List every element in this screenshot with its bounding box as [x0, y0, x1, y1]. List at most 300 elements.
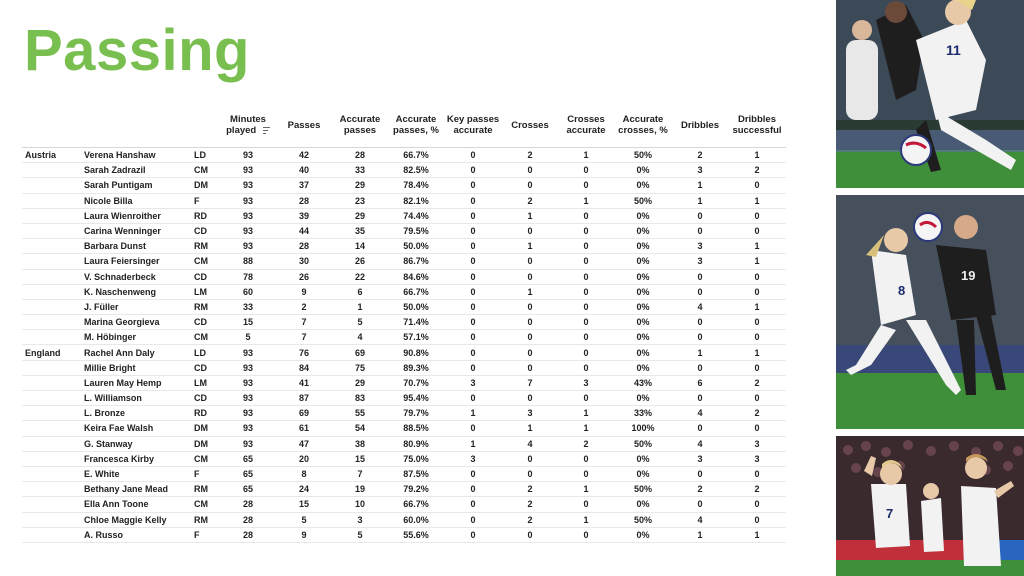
team-cell: [22, 497, 76, 512]
key-passes-accurate-cell: 0: [444, 421, 502, 436]
key-passes-accurate-cell: 0: [444, 239, 502, 254]
table-row: [22, 527, 786, 542]
crosses-accurate-cell: 1: [558, 148, 614, 163]
accurate-passes-cell: 28: [332, 148, 388, 163]
team-cell: [22, 360, 76, 375]
accurate-crosses-pct-cell: 0%: [614, 315, 672, 330]
accurate-passes-pct-cell: 50.0%: [388, 239, 444, 254]
dribbles-cell: 0: [672, 284, 728, 299]
accurate-passes-pct-cell: 57.1%: [388, 330, 444, 345]
team-cell: England: [22, 345, 76, 360]
team-cell: [22, 482, 76, 497]
crosses-cell: 0: [502, 360, 558, 375]
minutes-played-cell: 78: [220, 269, 276, 284]
sort-icon[interactable]: [263, 127, 270, 134]
crosses-cell: 0: [502, 254, 558, 269]
accurate-passes-cell: 7: [332, 466, 388, 481]
player-name-cell: Sarah Zadrazil: [76, 163, 188, 178]
dribbles-cell: 3: [672, 254, 728, 269]
crosses-cell: 1: [502, 208, 558, 223]
table-row: [22, 436, 786, 451]
crosses-accurate-cell: 0: [558, 360, 614, 375]
accurate-passes-cell: 5: [332, 315, 388, 330]
minutes-played-cell: 33: [220, 299, 276, 314]
team-cell: [22, 406, 76, 421]
team-cell: [22, 223, 76, 238]
passes-cell: 44: [276, 223, 332, 238]
accurate-crosses-pct-cell: 0%: [614, 466, 672, 481]
team-cell: [22, 163, 76, 178]
player-name-cell: Rachel Ann Daly: [76, 345, 188, 360]
match-photo-2: [836, 195, 1024, 429]
accurate-crosses-pct-cell: 0%: [614, 239, 672, 254]
accurate-passes-cell: 69: [332, 345, 388, 360]
passes-cell: 40: [276, 163, 332, 178]
crosses-cell: 0: [502, 330, 558, 345]
crosses-accurate-cell: 1: [558, 406, 614, 421]
position-cell: RM: [188, 239, 220, 254]
position-cell: CD: [188, 223, 220, 238]
table-row: [22, 269, 786, 284]
crosses-accurate-cell: 0: [558, 239, 614, 254]
dribbles-cell: 3: [672, 163, 728, 178]
position-cell: CD: [188, 391, 220, 406]
accurate-passes-pct-cell: 50.0%: [388, 299, 444, 314]
position-cell: CD: [188, 269, 220, 284]
key-passes-accurate-cell: 3: [444, 451, 502, 466]
accurate-passes-cell: 4: [332, 330, 388, 345]
accurate-crosses-pct-cell: 33%: [614, 406, 672, 421]
header-passes[interactable]: Passes: [276, 105, 332, 148]
position-cell: CM: [188, 163, 220, 178]
dribbles-cell: 3: [672, 239, 728, 254]
accurate-passes-pct-cell: 80.9%: [388, 436, 444, 451]
accurate-passes-cell: 75: [332, 360, 388, 375]
minutes-played-cell: 93: [220, 360, 276, 375]
player-name-cell: J. Füller: [76, 299, 188, 314]
header-dribbles[interactable]: Dribbles: [672, 105, 728, 148]
table-row: [22, 391, 786, 406]
crosses-accurate-cell: 0: [558, 254, 614, 269]
jersey-number: 8: [898, 283, 906, 298]
passes-cell: 24: [276, 482, 332, 497]
crosses-cell: 2: [502, 482, 558, 497]
key-passes-accurate-cell: 0: [444, 299, 502, 314]
position-cell: DM: [188, 436, 220, 451]
crosses-cell: 1: [502, 239, 558, 254]
photo-column: [836, 0, 1024, 576]
minutes-played-cell: 28: [220, 497, 276, 512]
crosses-cell: 0: [502, 345, 558, 360]
accurate-crosses-pct-cell: 50%: [614, 436, 672, 451]
accurate-passes-cell: 35: [332, 223, 388, 238]
crosses-cell: 0: [502, 391, 558, 406]
player-name-cell: Keira Fae Walsh: [76, 421, 188, 436]
key-passes-accurate-cell: 3: [444, 375, 502, 390]
dribbles-successful-cell: 1: [728, 193, 786, 208]
crosses-accurate-cell: 0: [558, 299, 614, 314]
crosses-cell: 0: [502, 299, 558, 314]
crosses-accurate-cell: 1: [558, 482, 614, 497]
key-passes-accurate-cell: 1: [444, 436, 502, 451]
minutes-played-cell: 60: [220, 284, 276, 299]
dribbles-successful-cell: 1: [728, 239, 786, 254]
accurate-passes-cell: 29: [332, 178, 388, 193]
passes-cell: 28: [276, 193, 332, 208]
dribbles-successful-cell: 0: [728, 178, 786, 193]
key-passes-accurate-cell: 0: [444, 223, 502, 238]
accurate-passes-pct-cell: 55.6%: [388, 527, 444, 542]
table-row: [22, 406, 786, 421]
player-name-cell: Chloe Maggie Kelly: [76, 512, 188, 527]
crosses-cell: 1: [502, 421, 558, 436]
key-passes-accurate-cell: 0: [444, 178, 502, 193]
player-name-cell: Ella Ann Toone: [76, 497, 188, 512]
accurate-passes-cell: 54: [332, 421, 388, 436]
key-passes-accurate-cell: 0: [444, 391, 502, 406]
header-label: Minutes played: [226, 114, 266, 136]
accurate-passes-pct-cell: 79.5%: [388, 223, 444, 238]
player-name-cell: V. Schnaderbeck: [76, 269, 188, 284]
accurate-crosses-pct-cell: 0%: [614, 254, 672, 269]
dribbles-cell: 1: [672, 527, 728, 542]
player-name-cell: Barbara Dunst: [76, 239, 188, 254]
team-cell: [22, 254, 76, 269]
accurate-crosses-pct-cell: 50%: [614, 148, 672, 163]
dribbles-successful-cell: 3: [728, 451, 786, 466]
crosses-cell: 0: [502, 315, 558, 330]
accurate-passes-cell: 22: [332, 269, 388, 284]
accurate-crosses-pct-cell: 0%: [614, 527, 672, 542]
passes-cell: 69: [276, 406, 332, 421]
dribbles-cell: 0: [672, 421, 728, 436]
table-row: [22, 239, 786, 254]
dribbles-successful-cell: 0: [728, 512, 786, 527]
minutes-played-cell: 93: [220, 148, 276, 163]
table-row: [22, 299, 786, 314]
table-row: [22, 482, 786, 497]
minutes-played-cell: 65: [220, 451, 276, 466]
team-cell: [22, 436, 76, 451]
accurate-passes-pct-cell: 70.7%: [388, 375, 444, 390]
accurate-passes-cell: 1: [332, 299, 388, 314]
position-cell: LM: [188, 284, 220, 299]
crosses-cell: 0: [502, 223, 558, 238]
passes-cell: 7: [276, 330, 332, 345]
position-cell: CM: [188, 497, 220, 512]
dribbles-cell: 1: [672, 193, 728, 208]
key-passes-accurate-cell: 0: [444, 466, 502, 481]
dribbles-successful-cell: 0: [728, 269, 786, 284]
position-cell: RM: [188, 299, 220, 314]
accurate-crosses-pct-cell: 0%: [614, 284, 672, 299]
key-passes-accurate-cell: 0: [444, 148, 502, 163]
table-row: [22, 360, 786, 375]
crosses-accurate-cell: 0: [558, 466, 614, 481]
crosses-accurate-cell: 0: [558, 269, 614, 284]
dribbles-successful-cell: 0: [728, 360, 786, 375]
passes-cell: 84: [276, 360, 332, 375]
key-passes-accurate-cell: 0: [444, 345, 502, 360]
dribbles-successful-cell: 0: [728, 208, 786, 223]
minutes-played-cell: 93: [220, 391, 276, 406]
dribbles-cell: 0: [672, 330, 728, 345]
table-row: [22, 421, 786, 436]
accurate-crosses-pct-cell: 0%: [614, 223, 672, 238]
team-cell: [22, 527, 76, 542]
table-row: [22, 148, 786, 163]
accurate-passes-cell: 29: [332, 208, 388, 223]
minutes-played-cell: 5: [220, 330, 276, 345]
position-cell: LD: [188, 148, 220, 163]
minutes-played-cell: 93: [220, 436, 276, 451]
table-row: [22, 466, 786, 481]
table-row: [22, 178, 786, 193]
key-passes-accurate-cell: 0: [444, 315, 502, 330]
player-name-cell: Sarah Puntigam: [76, 178, 188, 193]
header-minutes-played[interactable]: [220, 105, 276, 148]
minutes-played-cell: 93: [220, 163, 276, 178]
passes-cell: 39: [276, 208, 332, 223]
position-cell: LM: [188, 375, 220, 390]
team-cell: [22, 330, 76, 345]
table-row: [22, 208, 786, 223]
minutes-played-cell: 28: [220, 512, 276, 527]
jersey-number: 7: [886, 506, 894, 521]
player-name-cell: Lauren May Hemp: [76, 375, 188, 390]
dribbles-successful-cell: 0: [728, 223, 786, 238]
passes-cell: 87: [276, 391, 332, 406]
accurate-crosses-pct-cell: 50%: [614, 193, 672, 208]
key-passes-accurate-cell: 0: [444, 208, 502, 223]
position-cell: CD: [188, 360, 220, 375]
dribbles-cell: 0: [672, 360, 728, 375]
player-name-cell: Laura Feiersinger: [76, 254, 188, 269]
dribbles-successful-cell: 0: [728, 330, 786, 345]
accurate-crosses-pct-cell: 50%: [614, 512, 672, 527]
accurate-crosses-pct-cell: 50%: [614, 482, 672, 497]
accurate-passes-cell: 33: [332, 163, 388, 178]
player-name-cell: Marina Georgieva: [76, 315, 188, 330]
jersey-number: 19: [961, 268, 976, 283]
accurate-passes-cell: 6: [332, 284, 388, 299]
crosses-accurate-cell: 1: [558, 193, 614, 208]
header-key-passes-accurate[interactable]: Key passes accurate: [444, 105, 502, 148]
crosses-cell: 3: [502, 406, 558, 421]
passes-cell: 15: [276, 497, 332, 512]
dribbles-successful-cell: 1: [728, 345, 786, 360]
key-passes-accurate-cell: 0: [444, 527, 502, 542]
dribbles-cell: 4: [672, 406, 728, 421]
minutes-played-cell: 93: [220, 375, 276, 390]
accurate-passes-cell: 38: [332, 436, 388, 451]
table-row: [22, 254, 786, 269]
passes-cell: 20: [276, 451, 332, 466]
minutes-played-cell: 65: [220, 482, 276, 497]
accurate-crosses-pct-cell: 0%: [614, 330, 672, 345]
accurate-crosses-pct-cell: 0%: [614, 299, 672, 314]
dribbles-successful-cell: 2: [728, 163, 786, 178]
key-passes-accurate-cell: 0: [444, 269, 502, 284]
key-passes-accurate-cell: 0: [444, 512, 502, 527]
dribbles-cell: 0: [672, 223, 728, 238]
dribbles-cell: 4: [672, 299, 728, 314]
accurate-passes-pct-cell: 90.8%: [388, 345, 444, 360]
dribbles-successful-cell: 1: [728, 299, 786, 314]
passes-cell: 9: [276, 284, 332, 299]
football-photo-icon: [836, 0, 1024, 188]
match-photo-1: [836, 0, 1024, 188]
minutes-played-cell: 93: [220, 406, 276, 421]
table-row: [22, 163, 786, 178]
player-name-cell: L. Williamson: [76, 391, 188, 406]
crosses-accurate-cell: 0: [558, 345, 614, 360]
header-accurate-passes[interactable]: Accurate passes: [332, 105, 388, 148]
team-cell: [22, 299, 76, 314]
accurate-passes-cell: 10: [332, 497, 388, 512]
header-dribbles-successful[interactable]: Dribbles successful: [728, 105, 786, 148]
team-cell: [22, 375, 76, 390]
crosses-cell: 2: [502, 193, 558, 208]
team-cell: [22, 239, 76, 254]
key-passes-accurate-cell: 0: [444, 360, 502, 375]
minutes-played-cell: 93: [220, 421, 276, 436]
passes-cell: 2: [276, 299, 332, 314]
accurate-passes-pct-cell: 75.0%: [388, 451, 444, 466]
dribbles-cell: 0: [672, 315, 728, 330]
minutes-played-cell: 15: [220, 315, 276, 330]
accurate-passes-cell: 3: [332, 512, 388, 527]
accurate-passes-cell: 23: [332, 193, 388, 208]
crosses-accurate-cell: 0: [558, 451, 614, 466]
dribbles-successful-cell: 3: [728, 436, 786, 451]
celebration-photo-icon: [836, 436, 1024, 576]
crosses-accurate-cell: 0: [558, 330, 614, 345]
crosses-accurate-cell: 0: [558, 163, 614, 178]
table-row: [22, 512, 786, 527]
player-name-cell: Bethany Jane Mead: [76, 482, 188, 497]
accurate-crosses-pct-cell: 0%: [614, 497, 672, 512]
position-cell: DM: [188, 178, 220, 193]
position-cell: DM: [188, 421, 220, 436]
table-row: [22, 330, 786, 345]
header-accurate-crosses-pct[interactable]: Accurate crosses, %: [614, 105, 672, 148]
crosses-cell: 4: [502, 436, 558, 451]
position-cell: RD: [188, 208, 220, 223]
table-row: [22, 193, 786, 208]
accurate-passes-cell: 14: [332, 239, 388, 254]
position-cell: RM: [188, 482, 220, 497]
accurate-crosses-pct-cell: 0%: [614, 360, 672, 375]
team-cell: [22, 421, 76, 436]
passes-cell: 76: [276, 345, 332, 360]
dribbles-cell: 4: [672, 436, 728, 451]
accurate-passes-pct-cell: 89.3%: [388, 360, 444, 375]
dribbles-cell: 0: [672, 269, 728, 284]
passes-cell: 9: [276, 527, 332, 542]
crosses-cell: 2: [502, 497, 558, 512]
position-cell: RM: [188, 512, 220, 527]
accurate-passes-pct-cell: 66.7%: [388, 284, 444, 299]
player-name-cell: M. Höbinger: [76, 330, 188, 345]
accurate-crosses-pct-cell: 0%: [614, 345, 672, 360]
crosses-accurate-cell: 0: [558, 208, 614, 223]
position-cell: RD: [188, 406, 220, 421]
player-name-cell: Verena Hanshaw: [76, 148, 188, 163]
dribbles-cell: 3: [672, 451, 728, 466]
dribbles-successful-cell: 2: [728, 406, 786, 421]
accurate-crosses-pct-cell: 0%: [614, 451, 672, 466]
dribbles-successful-cell: 0: [728, 466, 786, 481]
minutes-played-cell: 28: [220, 527, 276, 542]
crosses-accurate-cell: 1: [558, 512, 614, 527]
dribbles-successful-cell: 2: [728, 482, 786, 497]
dribbles-successful-cell: 2: [728, 375, 786, 390]
dribbles-cell: 4: [672, 512, 728, 527]
crosses-cell: 1: [502, 284, 558, 299]
dribbles-successful-cell: 1: [728, 527, 786, 542]
player-name-cell: Millie Bright: [76, 360, 188, 375]
crosses-cell: 2: [502, 512, 558, 527]
crosses-accurate-cell: 0: [558, 284, 614, 299]
crosses-cell: 0: [502, 451, 558, 466]
accurate-crosses-pct-cell: 0%: [614, 178, 672, 193]
dribbles-cell: 0: [672, 466, 728, 481]
accurate-passes-cell: 55: [332, 406, 388, 421]
accurate-crosses-pct-cell: 0%: [614, 163, 672, 178]
accurate-passes-pct-cell: 82.5%: [388, 163, 444, 178]
team-cell: [22, 193, 76, 208]
accurate-crosses-pct-cell: 100%: [614, 421, 672, 436]
header-accurate-passes-pct[interactable]: Accurate passes, %: [388, 105, 444, 148]
table-body: [22, 148, 786, 543]
header-crosses[interactable]: Crosses: [502, 105, 558, 148]
dribbles-successful-cell: 0: [728, 497, 786, 512]
crosses-accurate-cell: 0: [558, 497, 614, 512]
table-row: [22, 223, 786, 238]
key-passes-accurate-cell: 0: [444, 330, 502, 345]
accurate-passes-pct-cell: 78.4%: [388, 178, 444, 193]
accurate-passes-cell: 29: [332, 375, 388, 390]
table-row: [22, 315, 786, 330]
position-cell: CM: [188, 254, 220, 269]
accurate-passes-pct-cell: 60.0%: [388, 512, 444, 527]
dribbles-cell: 0: [672, 497, 728, 512]
table-row: [22, 451, 786, 466]
team-cell: [22, 315, 76, 330]
passes-cell: 42: [276, 148, 332, 163]
crosses-cell: 0: [502, 269, 558, 284]
accurate-passes-pct-cell: 87.5%: [388, 466, 444, 481]
team-cell: [22, 284, 76, 299]
minutes-played-cell: 88: [220, 254, 276, 269]
dribbles-cell: 1: [672, 178, 728, 193]
table-row: [22, 345, 786, 360]
crosses-accurate-cell: 0: [558, 178, 614, 193]
position-cell: CM: [188, 451, 220, 466]
key-passes-accurate-cell: 0: [444, 497, 502, 512]
football-photo-icon: [836, 195, 1024, 429]
header-crosses-accurate[interactable]: Crosses accurate: [558, 105, 614, 148]
passes-cell: 41: [276, 375, 332, 390]
key-passes-accurate-cell: 0: [444, 193, 502, 208]
position-cell: F: [188, 527, 220, 542]
dribbles-successful-cell: 0: [728, 284, 786, 299]
player-name-cell: G. Stanway: [76, 436, 188, 451]
accurate-passes-pct-cell: 88.5%: [388, 421, 444, 436]
key-passes-accurate-cell: 0: [444, 482, 502, 497]
passes-cell: 28: [276, 239, 332, 254]
